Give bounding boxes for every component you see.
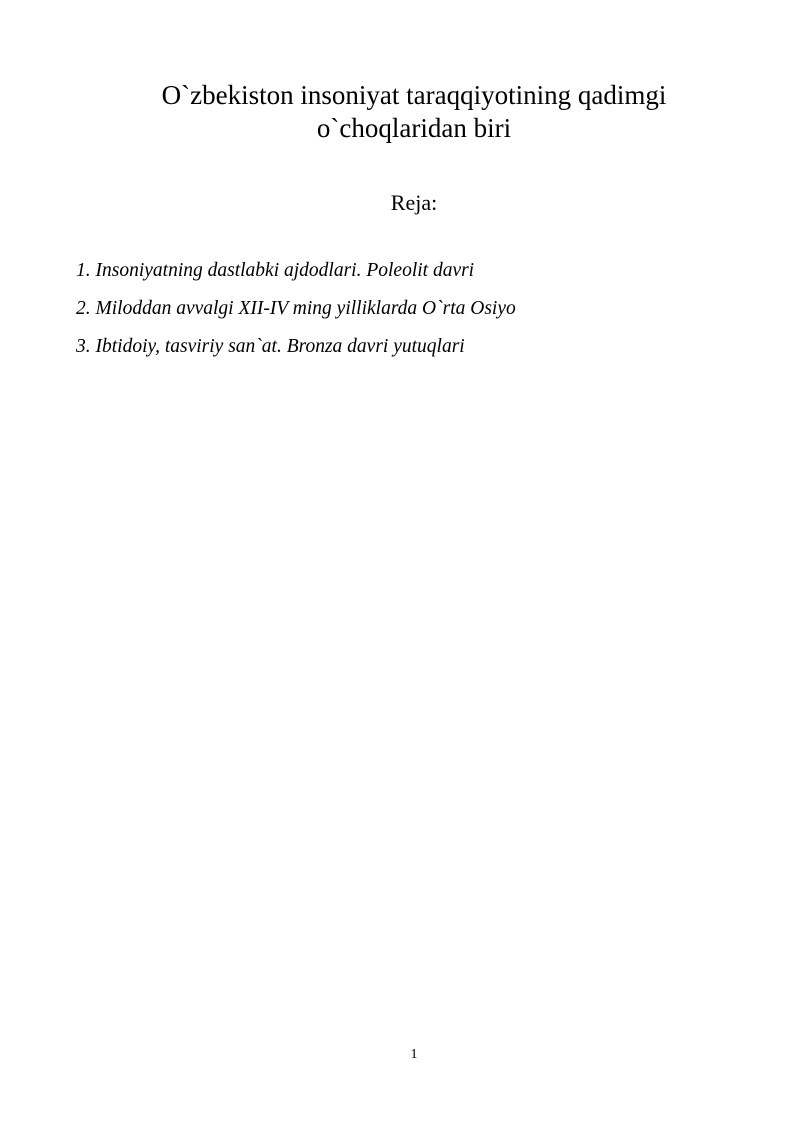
plan-item-3: 3. Ibtidoiy, tasviriy san`at. Bronza davri yutuqlari — [76, 336, 465, 357]
plan-item-1: 1. Insoniyatning dastlabki ajdodlari. Poleolit davri — [76, 260, 475, 281]
title-line-2: o`choqlaridan biri — [316, 113, 512, 143]
plan-item-2: 2. Miloddan avvalgi XII-IV ming yilliklarda O`rta Osiyo — [76, 298, 516, 319]
page-title — [100, 79, 728, 145]
plan-heading: Reja: — [390, 190, 438, 215]
page-number: 1 — [410, 1047, 418, 1062]
title-line-1: O`zbekiston insoniyat taraqqiyotining qadimgi — [161, 80, 667, 110]
plan-list — [76, 259, 516, 373]
